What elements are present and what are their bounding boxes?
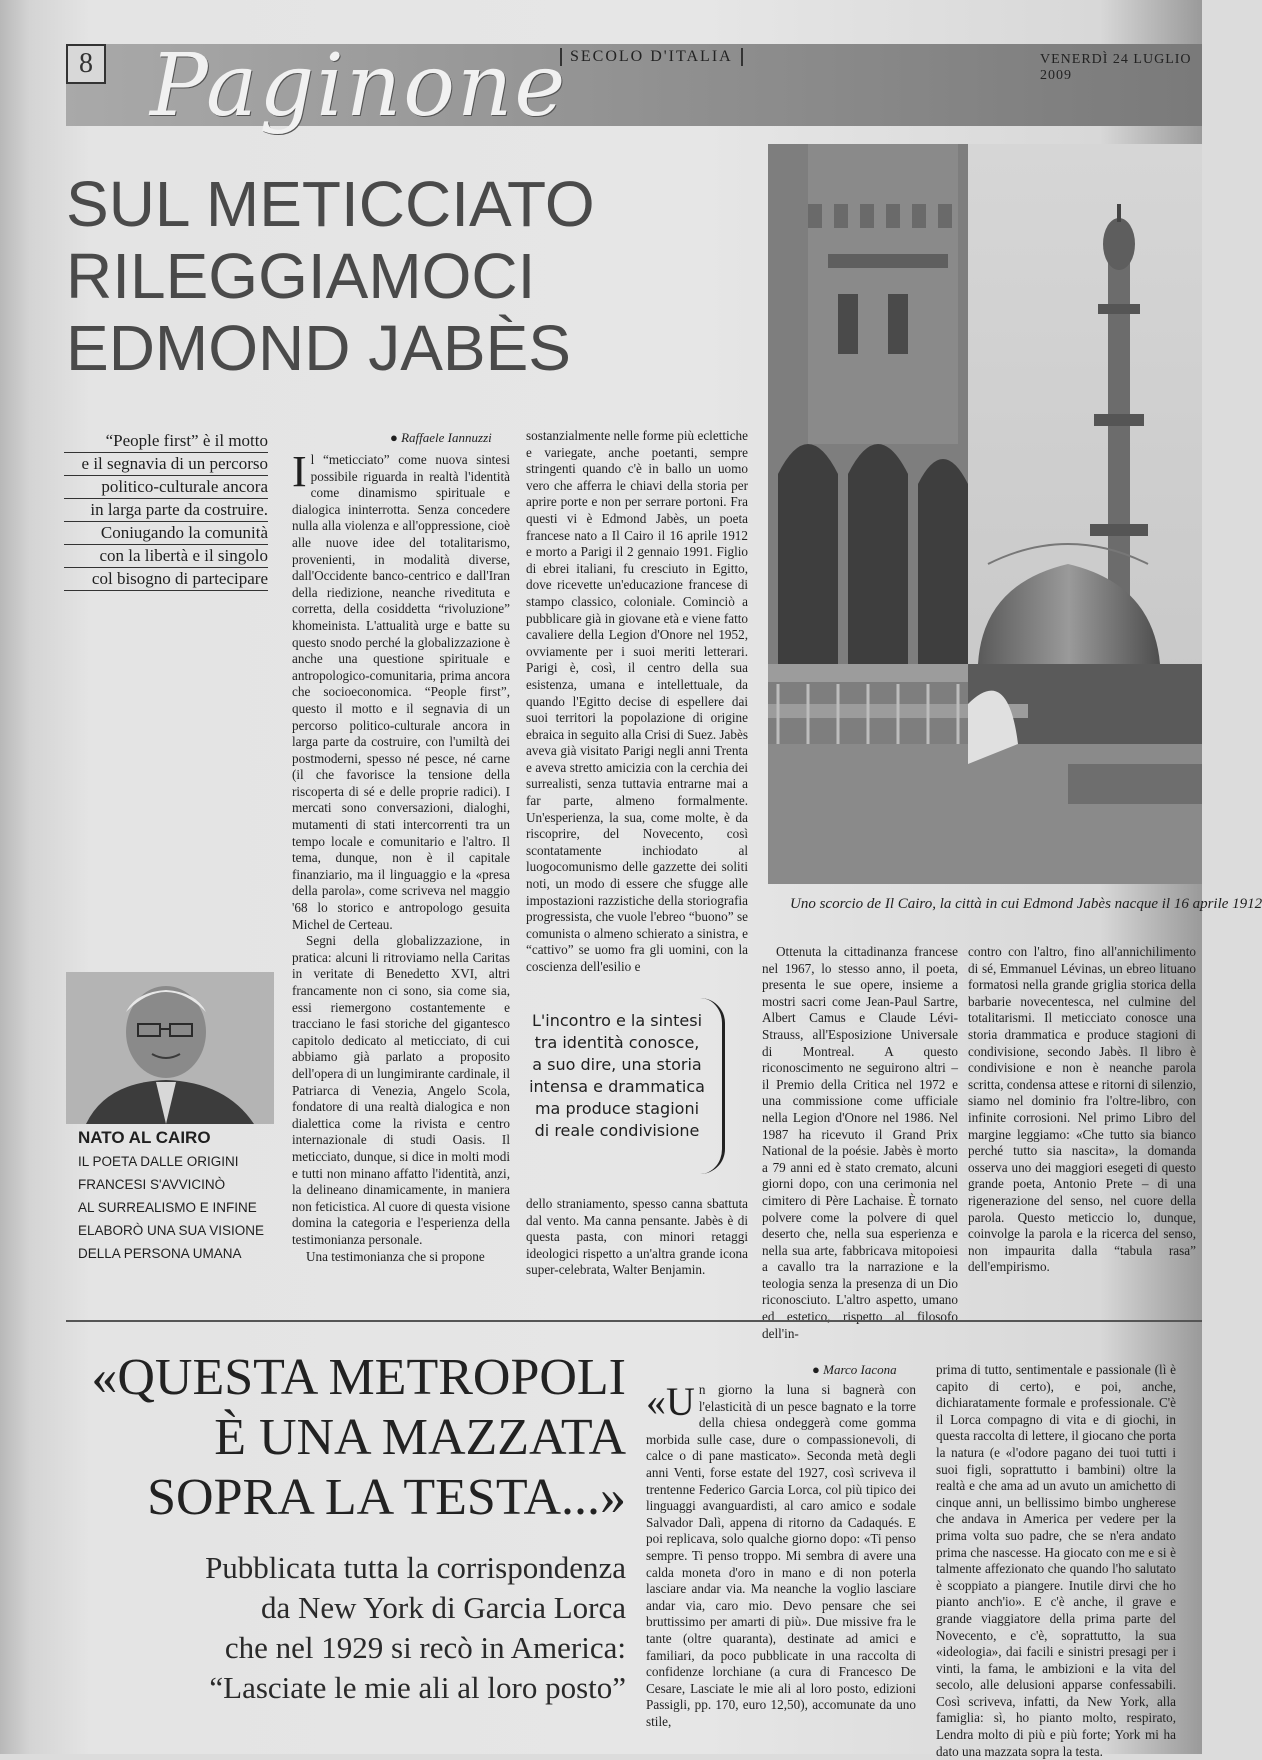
cairo-illustration bbox=[768, 144, 1202, 884]
pull-quote-line: Coniugando la comunità bbox=[64, 522, 268, 545]
article-divider bbox=[66, 1320, 1202, 1322]
masthead: SECOLO D'ITALIA bbox=[560, 48, 743, 66]
callout-quote bbox=[496, 1010, 738, 1142]
subheadline-line: Pubblicata tutta la corrispondenza bbox=[205, 1550, 626, 1585]
cairo-photo bbox=[768, 144, 1202, 884]
article-column-3 bbox=[762, 944, 958, 1341]
lorca-column-1 bbox=[646, 1379, 916, 1742]
article-column-1 bbox=[292, 447, 510, 1294]
paragraph: prima di tutto, sentimentale e passionale (lì è capito di certo), e poi, anche, dichiaratamente formale e professionale. C'è il Lorca compagno di vita e di giochi, in questa raccolta di lettere, il giocano che porta la natura (e «l'odore pagano dei tuoi tutti i suoi figli, soprattutto i bambini) oltre la realtà e che ama ad un avuto un amichetto di cinque anni, un bellissimo bimbo ungherese che andava in America per vedere per la prima volta suo padre, che se n'era andato prima che nascesse. Ha giocato con me e si è talmente affezionato che quando l'ho salutato è scoppiato a piangere. Inutile dirvi che ho pianto anch'io». E c'è anche, il grave e grande viaggiatore della prima parte del Novecento, e c'è, soprattutto, la sua «ideologia», dai facili e sinistri presagi per i vinti, la fama, le ambizioni e la vita del secolo, alle delusioni apparse confessabili. Così scriveva, infatti, da New York, alla famiglia: sì, ho pianto molto, respirato, Lendra molto di più e più forte; York mi ha dato una mazzata sopra la testa. bbox=[936, 1362, 1176, 1759]
headline-line: È UNA MAZZATA bbox=[214, 1409, 626, 1466]
callout-line: L'incontro e la sintesi bbox=[531, 1011, 703, 1030]
article-column-2-end bbox=[526, 1196, 748, 1296]
subheadline-line: “Lasciate le mie ali al loro posto” bbox=[209, 1670, 626, 1705]
lorca-column-2 bbox=[936, 1362, 1176, 1759]
pull-quote-line: in larga parte da costruire. bbox=[64, 499, 268, 522]
pull-quote bbox=[64, 430, 268, 591]
paragraph: n giorno la luna si bagnerà con l'elasticità di un pesce bagnato e la torre della chiesa ondeggerà come gomma morbida sulle case, dure o compassionevoli, di calce o di pane masticato». Seconda metà degli anni Venti, forse estate del 1927, così scriveva il trentenne Federico Garcia Lorca, col più tipico dei linguaggi avanguardisti, al caro amico e sodale Salvador Dalì, appena di ritorno da Cadaqués. E poi replicava, solo qualche giorno dopo: «Ti penso sempre. Ti penso troppo. Mi sembra di avere una calda moneta d'oro in mano e di non poterla lasciare andar via. Ma neanche la voglio lasciare andar via, caro mio. Devo pensare che sei bruttissimo per amarti di più». Due missive fra le tante (oltre quaranta), destinate ad amici e familiari, da poco pubblicate in una raccolta di confidenze lorchiane (a cura di Francesco De Cesare, Lasciate le mie ali al loro posto, edizioni Passigli, pp. 170, euro 12,50), accomunate da uno stile, bbox=[646, 1382, 916, 1729]
article-column-4 bbox=[968, 944, 1196, 1296]
drop-cap: I bbox=[292, 447, 307, 496]
headline-line: «QUESTA METROPOLI bbox=[91, 1349, 626, 1406]
section-title: Paginone bbox=[150, 36, 568, 136]
subheadline-line: che nel 1929 si recò in America: bbox=[224, 1630, 626, 1665]
byline bbox=[390, 430, 492, 446]
subheadline-line: da New York di Garcia Lorca bbox=[261, 1590, 626, 1625]
portrait-illustration bbox=[66, 972, 274, 1124]
lorca-subheadline bbox=[66, 1548, 626, 1708]
byline-author: Raffaele Iannuzzi bbox=[401, 430, 492, 445]
callout-line: tra identità conosce, bbox=[534, 1033, 700, 1052]
headline-line: SOPRA LA TESTA...» bbox=[147, 1469, 626, 1526]
pull-quote-line: “People first” è il motto bbox=[64, 430, 268, 453]
lorca-headline bbox=[66, 1348, 626, 1528]
byline-bullet-icon: ● bbox=[390, 430, 398, 445]
paragraph: Segni della globalizzazione, in pratica: alcuni li ritroviamo nella Caritas in veritate di Benedetto XVI, altri francamente non ci sono, sia come sia, essi riemergono costantemente e tracciano le fasi storiche del gigantesco capitolo dedicato al meticciato, di cui abbiamo già parlato a proposito dell'opera di un lungimirante cardinale, il Patriarca di Venezia, Angelo Scola, fondatore di una realtà dialogica e non dialettica come la rivista e centro internazionale di studi Oasis. Il meticciato, dunque, si dice in molti modi e tutti non minano affatto l'identità, anzi, la delineano dinamicamente, in maniera non feticistica. Al cuore di questa visione domina la categoria e l'esperienza della testimonianza personale. bbox=[292, 933, 510, 1247]
dateline: VENERDÌ 24 LUGLIO 2009 bbox=[1040, 52, 1192, 83]
lorca-byline bbox=[812, 1362, 897, 1378]
bio-text bbox=[78, 1150, 278, 1265]
article-headline bbox=[66, 168, 766, 384]
pull-quote-line: politico-culturale ancora bbox=[64, 476, 268, 499]
photo-caption: Uno scorcio de Il Cairo, la città in cui Edmond Jabès nacque il 16 aprile 1912 bbox=[790, 896, 1262, 912]
pull-quote-line: e il segnavia di un percorso bbox=[64, 453, 268, 476]
article-column-2 bbox=[526, 428, 748, 988]
drop-cap: «U bbox=[646, 1379, 695, 1424]
bio-line: ELABORÒ UNA SUA VISIONE bbox=[78, 1223, 265, 1238]
headline-line: EDMOND JABÈS bbox=[66, 312, 571, 384]
byline-bullet-icon: ● bbox=[812, 1362, 820, 1377]
pull-quote-line: col bisogno di partecipare bbox=[64, 568, 268, 591]
paragraph: Una testimonianza che si propone bbox=[306, 1248, 485, 1264]
headline-line: RILEGGIAMOCI bbox=[66, 240, 536, 312]
paragraph: l “meticciato” come nuova sintesi possibile riguarda in realtà l'identità come dinamismo spirituale e dialogica ininterrotta. Senza concedere nulla alla violenza e all'oppressione, cioè alle nuove idee del totalitarismo, provenienti, in modalità diverse, dall'Occidente banco-centrico e dall'Iran della riedizione, neanche rivedituta e corretta, della cosiddetta “rivoluzione” khomeinista. L'attualità urge e batte su questo snodo perché la globalizzazione è anche una questione spirituale e antropologico-comunitaria, prima ancora che socioeconomica. “People first”, questo il motto e il segnavia di un percorso politico-culturale ancora in larga parte da costruire, con l'umiltà dei postmoderni, spesso né pesce, né carne (il che favorisce la tensione della riscoperta di sé e delle proprie radici). I mercati sono conversazioni, dialoghi, mutamenti di stati intercorrenti tra un tempo locale e comunitario e l'altro. Il tema, dunque, non è il capitale finanziario, ma il linguaggio e la «presa della parola», come scriveva nel maggio '68 lo storico e antropologo gesuita Michel de Certeau. bbox=[292, 452, 510, 932]
paragraph: sostanzialmente nelle forme più eclettiche e variegate, anche poetanti, sempre stringenti quando c'è in ballo un uomo vero che afferra le chiavi della storia per aprire porte e non per serrare portoni. Fra questi vi è Edmond Jabès, un poeta francese nato a Il Cairo il 16 aprile 1912 e morto a Parigi il 2 gennaio 1991. Figlio di ebrei italiani, fu cresciuto in Egitto, dove ricevette un'educazione francese di stampo classico, coloniale. Cominciò a pubblicare già in giovane età e viene fatto cavaliere della Legion d'Onore nel 1952, ovviamente per i suoi meriti letterari. Parigi è, così, il centro della sua esistenza, umana e intellettuale, da quando l'Egitto decise di espellere dai suoi territori la popolazione di origine ebraica in seguito alla Crisi di Suez. Jabès aveva già visitato Parigi negli anni Trenta e aveva stretto amicizia con la cerchia dei surrealisti, senza tuttavia entrarne mai a far parte, almeno formalmente. Un'esperienza, la sua, come molte, è da riscoprire, del Novecento, così scontatamente inchiodato al luogocomunismo delle gazzette dei soliti noti, un modo di essere che sfugge alle impostazioni razzistiche della storiografia progressista, che vuole l'ebreo “buono” se comunista o almeno schierato a sinistra, e “cattivo” se uomo fra gli uomini, con la coscienza dell'esilio e bbox=[526, 428, 748, 974]
bio-line: DELLA PERSONA UMANA bbox=[78, 1246, 242, 1261]
callout-line: ma produce stagioni bbox=[534, 1099, 700, 1118]
paragraph: dello straniamento, spesso canna sbattuta dal vento. Ma canna pensante. Jabès è di questa pasta, con minori retaggi ideologici rispetto a un'altra grande icona super-celebrata, Walter Benjamin. bbox=[526, 1196, 748, 1278]
paragraph: contro con l'altro, fino all'annichilimento di sé, Emmanuel Lévinas, un ebreo lituano formatosi nella grande griglia storica della barbarie novecentesca, nel culmine del totalitarismi. Il meticciato conosce una storia drammatica e produce stagioni di condivisione, secondo Jabès. Il libro è condivisione e non è neanche parola scritta, condensa attese e ritorni di silenzio, siamo nel dominio fra l'oltre-libro, con infinite corrosioni. Nel primo Libro del margine leggiamo: «Che tutto sia bianco perché tutto sia nascita», la domanda osserva uno dei maggiori esegeti di questo grande poeta, Antonio Prete – di una rigenerazione del senso, nel cuore della parola. Questo meticcio lo, dunque, coinvolge la parola e la ricerca del senso, non impaurita dalla “tabula rasa” dell'empirismo. bbox=[968, 944, 1196, 1275]
page-number: 8 bbox=[66, 44, 106, 84]
callout-line: di reale condivisione bbox=[534, 1121, 700, 1140]
paragraph: Ottenuta la cittadinanza francese nel 1967, lo stesso anno, il poeta, presenta le sue opere, insieme a mostri sacri come Jean-Paul Sartre, Albert Camus e Claude Lévi-Strauss, all'Esposizione Universale di Montreal. A questo riconoscimento ne seguirono altri – il Premio della Critica nel 1972 e una commissione come ufficiale nella Legion d'Onore nel 1986. Nel 1987 ha ricevuto il Grand Prix National de la poésie. Jabès è morto a 79 anni ed è stato cremato, alcuni giorni dopo, con una cerimonia nel cimitero di Père Lachaise. È tornato polvere come la polvere di quel deserto che, nella sua esperienza e nella sua arte, fabbricava mitopoiesi a cavallo tra la narrazione e la teologia senza la presenza di un Dio riconosciuto. L'altro aspetto, umano ed estetico, rispetto al filosofo dell'in- bbox=[762, 944, 958, 1341]
bio-line: AL SURREALISMO E INFINE bbox=[78, 1200, 257, 1215]
bio-line: FRANCESI S'AVVICINÒ bbox=[78, 1177, 226, 1192]
bio-title: NATO AL CAIRO bbox=[78, 1128, 211, 1147]
headline-line: SUL METICCIATO bbox=[66, 168, 595, 240]
bio-line: IL POETA DALLE ORIGINI bbox=[78, 1154, 239, 1169]
jabes-portrait bbox=[66, 972, 274, 1124]
callout-line: a suo dire, una storia bbox=[532, 1055, 702, 1074]
byline-author: Marco Iacona bbox=[823, 1362, 897, 1377]
callout-line: intensa e drammatica bbox=[529, 1077, 705, 1096]
pull-quote-line: con la libertà e il singolo bbox=[64, 545, 268, 568]
